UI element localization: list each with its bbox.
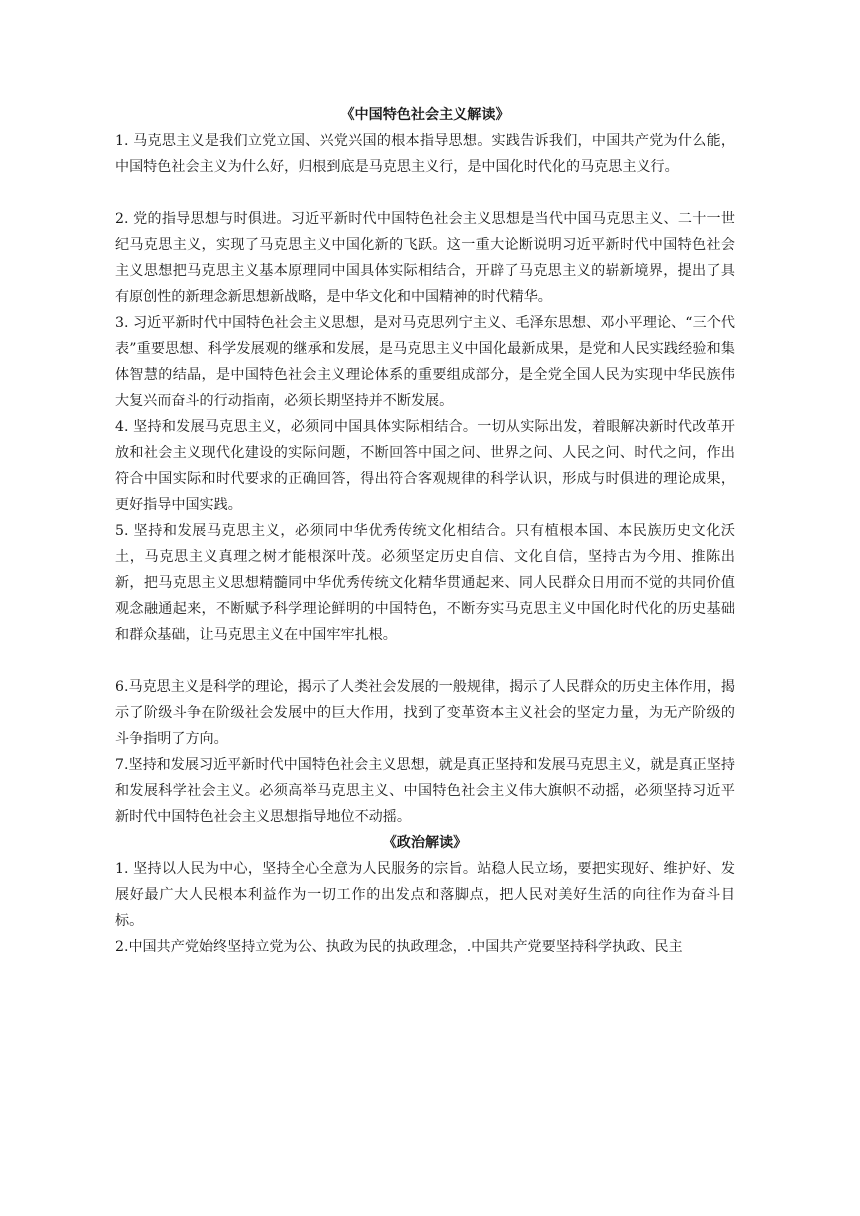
paragraph-7: 7.坚持和发展习近平新时代中国特色社会主义思想，就是真正坚持和发展马克思主义，就是真正坚持和发展科学社会主义。必须高举马克思主义、中国特色社会主义伟大旗帜不动摇，必须坚持习近平新时代中国特色社会主义思想指导地位不动摇。 [115, 757, 735, 825]
section-title-socialism: 《中国特色社会主义解读》 [340, 107, 510, 123]
politics-paragraph-2: 2.中国共产党始终坚持立党为公、执政为民的执政理念，.中国共产党要坚持科学执政、民主 [115, 939, 683, 955]
paragraph-5: 5. 坚持和发展马克思主义，必须同中华优秀传统文化相结合。只有植根本国、本民族历史文化沃土，马克思主义真理之树才能根深叶茂。必须坚定历史自信、文化自信，坚持古为今用、推陈出新，把马克思主义思想精髓同中华优秀传统文化精华贯通起来、同人民群众日用而不觉的共同价值观念融通起来，不断赋予科学理论鲜明的中国特色，不断夯实马克思主义中国化时代化的历史基础和群众基础，让马克思主义在中国牢牢扎根。 [115, 523, 735, 643]
section-title-politics: 《政治解读》 [382, 835, 468, 851]
paragraph-3: 3. 习近平新时代中国特色社会主义思想，是对马克思列宁主义、毛泽东思想、邓小平理论、“三个代表”重要思想、科学发展观的继承和发展，是马克思主义中国化最新成果，是党和人民实践经验和集体智慧的结晶，是中国特色社会主义理论体系的重要组成部分，是全党全国人民为实现中华民族伟大复兴而奋斗的行动指南，必须长期坚持并不断发展。 [115, 315, 735, 409]
politics-paragraph-1: 1. 坚持以人民为中心，坚持全心全意为人民服务的宗旨。站稳人民立场，要把实现好、维护好、发展好最广大人民根本利益作为一切工作的出发点和落脚点，把人民对美好生活的向往作为奋斗目标。 [115, 861, 735, 929]
paragraph-6: 6.马克思主义是科学的理论，揭示了人类社会发展的一般规律，揭示了人民群众的历史主体作用，揭示了阶级斗争在阶级社会发展中的巨大作用，找到了变革资本主义社会的坚定力量，为无产阶级的斗争指明了方向。 [115, 679, 735, 747]
paragraph-4: 4. 坚持和发展马克思主义，必须同中国具体实际相结合。一切从实际出发，着眼解决新时代改革开放和社会主义现代化建设的实际问题，不断回答中国之问、世界之问、人民之问、时代之问，作出符合中国实际和时代要求的正确回答，得出符合客观规律的科学认识，形成与时俱进的理论成果，更好指导中国实践。 [115, 419, 735, 513]
blank-line [115, 648, 735, 674]
blank-line [115, 180, 735, 206]
paragraph-1: 1. 马克思主义是我们立党立国、兴党兴国的根本指导思想。实践告诉我们，中国共产党为什么能，中国特色社会主义为什么好，归根到底是马克思主义行，是中国化时代化的马克思主义行。 [115, 133, 735, 175]
document-body [115, 102, 735, 960]
paragraph-2: 2. 党的指导思想与时俱进。习近平新时代中国特色社会主义思想是当代中国马克思主义、二十一世纪马克思主义，实现了马克思主义中国化新的飞跃。这一重大论断说明习近平新时代中国特色社会主义思想把马克思主义基本原理同中国具体实际相结合，开辟了马克思主义的崭新境界，提出了具有原创性的新理念新思想新战略，是中华文化和中国精神的时代精华。 [115, 211, 735, 305]
